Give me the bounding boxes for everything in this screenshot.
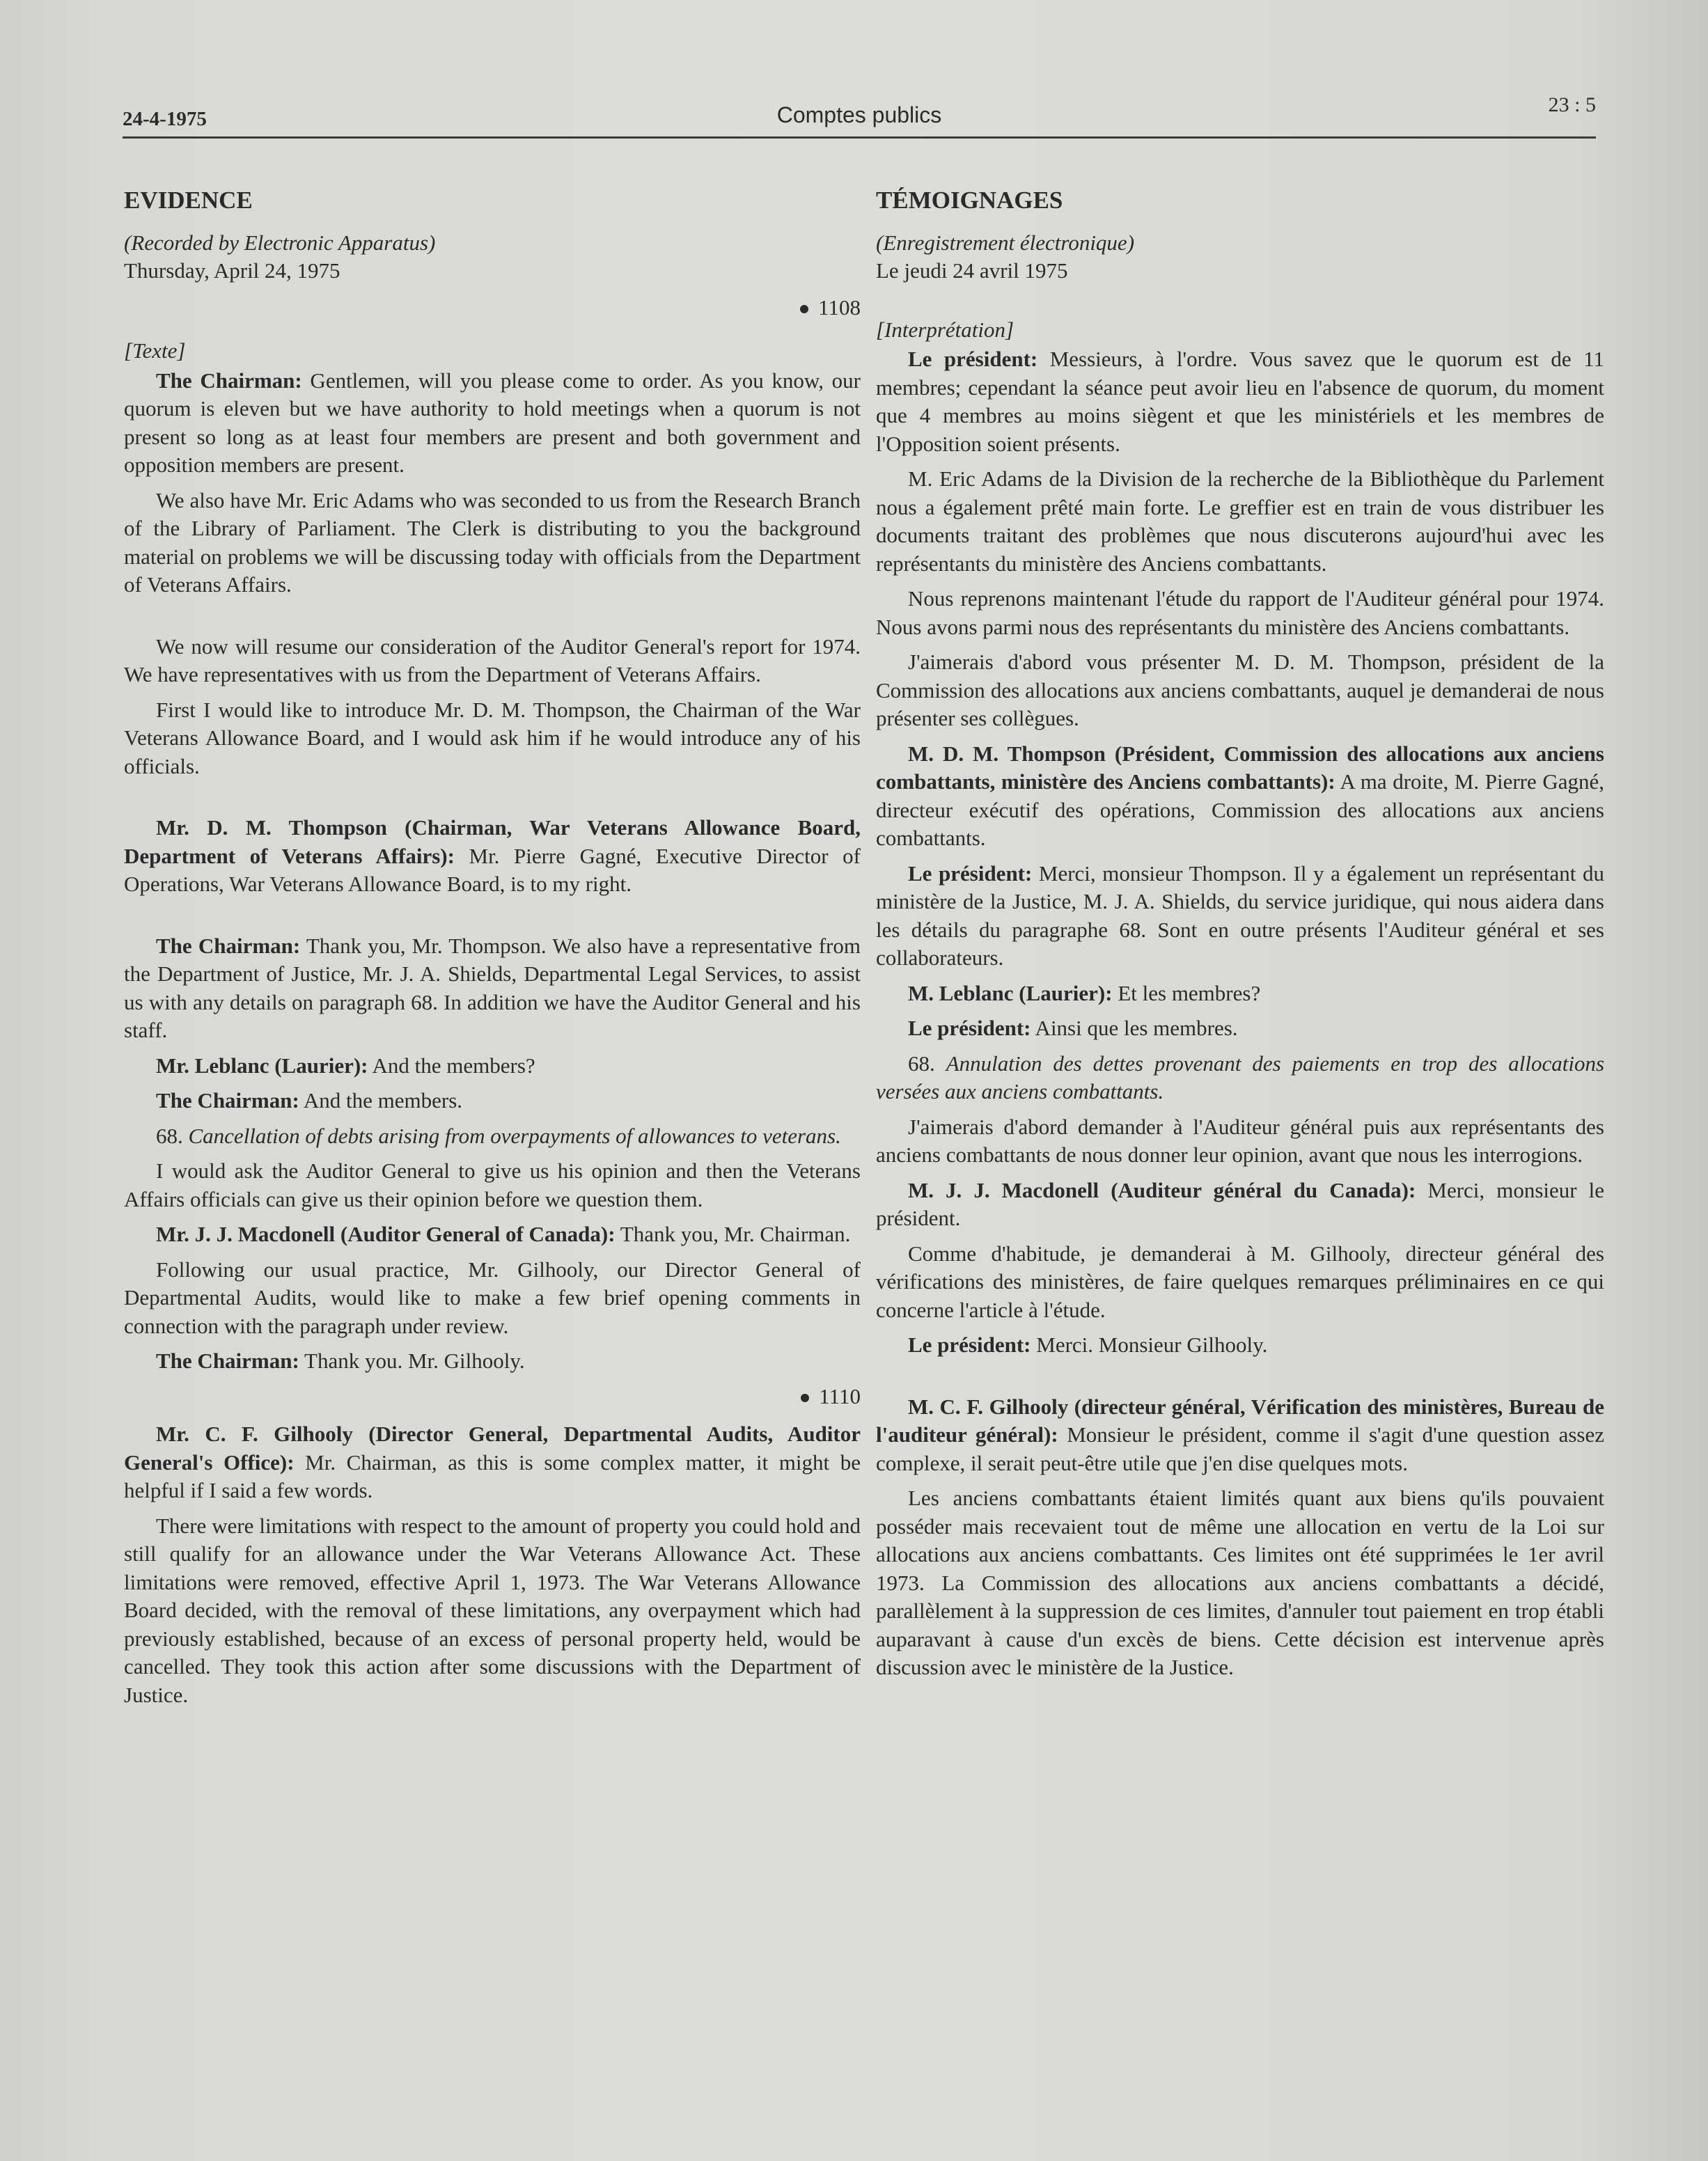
agenda-item	[124, 1122, 861, 1151]
english-column	[124, 174, 861, 1716]
speech: Merci, monsieur le président.	[876, 1177, 1605, 1230]
page-header	[123, 82, 1596, 139]
speech: And the members?	[368, 1053, 535, 1078]
time-marker-text: 1108	[818, 294, 861, 320]
english-subheading: (Recorded by Electronic Apparatus)	[124, 230, 436, 255]
speech: Gentlemen, will you please come to order. As you know, our quorum is eleven but we have authority to hold meetings when a quorum is not present so long as at least four members are present and both government and opposition members are present.	[124, 368, 861, 477]
time-marker-text: 1110	[819, 1383, 861, 1408]
bullet-icon	[801, 1394, 809, 1402]
speaker: Mr. J. J. Macdonell (Auditor General of Canada):	[156, 1222, 616, 1246]
english-bracket-note: [Texte]	[124, 338, 186, 363]
spacer	[124, 606, 861, 633]
agenda-title: Cancellation of debts arising from overpayments of allowances to veterans.	[188, 1123, 841, 1148]
agenda-title: Annulation des dettes provenant des paiements en trop des allocations versées aux anciens combattants.	[876, 1051, 1605, 1103]
french-bracket-note: [Interprétation]	[876, 317, 1014, 342]
agenda-item	[876, 1050, 1604, 1106]
speech: Mr. Chairman, as this is some complex matter, it might be helpful if I said a few words.	[124, 1449, 861, 1502]
header-date: 24-4-1975	[123, 108, 207, 130]
paragraph	[876, 1331, 1604, 1360]
paragraph	[124, 1052, 861, 1080]
paragraph: M. Eric Adams de la Division de la recherche de la Bibliothèque du Parlement nous a également prêté main forte. Le greffier est en train de vous distribuer les documents traitant des problèmes que nous discuterons aujourd'hui avec les représentants du ministère des Anciens combattants.	[876, 466, 1604, 576]
speech: Et les membres?	[1112, 980, 1261, 1005]
speaker: Le président:	[908, 1016, 1031, 1040]
paragraph	[124, 1087, 861, 1115]
speaker: M. C. F. Gilhooly (directeur général, Vérification des ministères, Bureau de l'auditeur général):	[876, 1394, 1604, 1447]
paragraph: Nous reprenons maintenant l'étude du rapport de l'Auditeur général pour 1974. Nous avons parmi nous des représentants du ministère des Anciens combattants.	[876, 586, 1604, 639]
paragraph	[124, 932, 861, 1045]
header-title: Comptes publics	[776, 102, 942, 127]
paragraph	[876, 1393, 1604, 1478]
french-column	[876, 174, 1604, 1689]
english-heading: EVIDENCE	[124, 187, 253, 214]
speaker: The Chairman:	[156, 1349, 299, 1373]
speech: Merci. Monsieur Gilhooly.	[1031, 1333, 1268, 1357]
french-subheading: (Enregistrement électronique)	[876, 230, 1135, 255]
time-marker	[124, 294, 861, 322]
paragraph	[124, 1220, 861, 1249]
paragraph	[124, 367, 861, 480]
speech: Ainsi que les membres.	[1031, 1016, 1238, 1040]
spacer	[876, 1367, 1604, 1393]
speaker: The Chairman:	[156, 933, 301, 958]
spacer	[124, 906, 861, 932]
paragraph	[876, 740, 1604, 853]
speaker: Mr. Leblanc (Laurier):	[156, 1053, 368, 1078]
paragraph	[876, 345, 1604, 458]
speaker: The Chairman:	[156, 1088, 299, 1113]
speaker: M. Leblanc (Laurier):	[908, 980, 1113, 1005]
paragraph: Les anciens combattants étaient limités quant aux biens qu'ils pouvaient posséder mais recevaient tout de même une allocation en vertu de la Loi sur allocations aux anciens combattants. Ces limites ont été supprimées le 1er avril 1973. La Commission des allocations aux anciens combattants a décidé, parallèlement à la suppression de ces limites, d'annuler tout paiement en trop établi auparavant à cause d'un excès de biens. Cette décision est intervenue après discussion avec le ministère de la Justice.	[876, 1486, 1604, 1679]
speaker: The Chairman:	[156, 368, 302, 393]
header-page-number: 23 : 5	[1548, 93, 1596, 116]
speech: Thank you. Mr. Gilhooly.	[299, 1349, 525, 1373]
speech: Messieurs, à l'ordre. Vous savez que le quorum est de 11 membres; cependant la séance peut avoir lieu en l'absence de quorum, du moment que 4 membres au moins siègent et que les ministériels et les membres de l'Opposition soient présents.	[876, 347, 1604, 456]
speaker: Le président:	[908, 1333, 1031, 1357]
speech: Thank you, Mr. Chairman.	[615, 1222, 851, 1246]
paragraph: Comme d'habitude, je demanderai à M. Gilhooly, directeur général des vérifications des ministères, de faire quelques remarques préliminaires en ce qui concerne l'article à l'étude.	[876, 1241, 1604, 1322]
speech: And the members.	[299, 1088, 463, 1113]
paragraph	[876, 1177, 1604, 1233]
paragraph	[124, 1420, 861, 1505]
spacer	[124, 787, 861, 814]
speaker: Mr. C. F. Gilhooly (Director General, Departmental Audits, Auditor General's Office):	[124, 1422, 861, 1475]
agenda-number: 68.	[156, 1123, 189, 1148]
paragraph: I would ask the Auditor General to give us his opinion and then the Veterans Affairs officials can give us their opinion before we question them.	[124, 1158, 861, 1211]
paragraph	[876, 1014, 1604, 1043]
paragraph: J'aimerais d'abord vous présenter M. D. M. Thompson, président de la Commission des allocations aux anciens combattants, auquel je demanderai de nous présenter ses collègues.	[876, 650, 1604, 730]
speaker: Mr. D. M. Thompson (Chairman, War Veterans Allowance Board, Department of Veterans Affairs):	[124, 815, 861, 868]
agenda-number: 68.	[908, 1051, 946, 1076]
paragraph: Following our usual practice, Mr. Gilhooly, our Director General of Departmental Audits, would like to make a few brief opening comments in connection with the paragraph under review.	[124, 1257, 861, 1338]
paragraph: There were limitations with respect to the amount of property you could hold and still qualify for an allowance under the War Veterans Allowance Act. These limitations were removed, effective April 1, 1973. The War Veterans Allowance Board decided, with the removal of these limitations, any overpayment which had previously established, because of an excess of personal property held, would be cancelled. They took this action after some discussions with the Department of Justice.	[124, 1513, 861, 1707]
paragraph	[876, 860, 1604, 973]
speaker: M. J. J. Macdonell (Auditeur général du Canada):	[908, 1177, 1416, 1202]
speech: Thank you, Mr. Thompson. We also have a representative from the Department of Justice, Mr. J. A. Shields, Departmental Legal Services, to assist us with any details on paragraph 68. In addition we have the Auditor General and his staff.	[124, 933, 861, 1042]
paragraph: J'aimerais d'abord demander à l'Auditeur général puis aux représentants des anciens combattants de nous donner leur opinion, avant que nous les interrogions.	[876, 1114, 1604, 1167]
bullet-icon	[800, 305, 808, 313]
time-marker	[124, 1383, 861, 1411]
speech: A ma droite, M. Pierre Gagné, directeur exécutif des opérations, Commission des allocations aux anciens combattants.	[876, 769, 1604, 850]
speech: Merci, monsieur Thompson. Il y a également un représentant du ministère de la Justice, M. J. A. Shields, du service juridique, qui nous aidera dans les détails du paragraphe 68. Sont en outre présents l'Auditeur général et ses collaborateurs.	[876, 861, 1604, 970]
speaker: Le président:	[908, 861, 1033, 886]
paragraph	[124, 814, 861, 899]
speaker: Le président:	[908, 347, 1038, 371]
paragraph	[876, 980, 1604, 1008]
paragraph	[124, 1347, 861, 1376]
paragraph: We now will resume our consideration of the Auditor General's report for 1974. We have representatives with us from the Department of Veterans Affairs.	[124, 634, 861, 686]
french-date: Le jeudi 24 avril 1975	[876, 258, 1068, 283]
paragraph: First I would like to introduce Mr. D. M. Thompson, the Chairman of the War Veterans Allowance Board, and I would ask him if he would introduce any of his officials.	[124, 697, 861, 778]
english-date: Thursday, April 24, 1975	[124, 258, 340, 283]
speech: Monsieur le président, comme il s'agit d'une question assez complexe, il serait peut-être utile que j'en dise quelques mots.	[876, 1422, 1605, 1475]
speaker: M. D. M. Thompson (Président, Commission des allocations aux anciens combattants, ministère des Anciens combattants):	[876, 741, 1604, 794]
paragraph: We also have Mr. Eric Adams who was seconded to us from the Research Branch of the Library of Parliament. The Clerk is distributing to you the background material on problems we will be discussing today with officials from the Department of Veterans Affairs.	[124, 487, 861, 597]
speech: Mr. Pierre Gagné, Executive Director of Operations, War Veterans Allowance Board, is to my right.	[124, 843, 861, 896]
french-heading: TÉMOIGNAGES	[876, 187, 1063, 214]
